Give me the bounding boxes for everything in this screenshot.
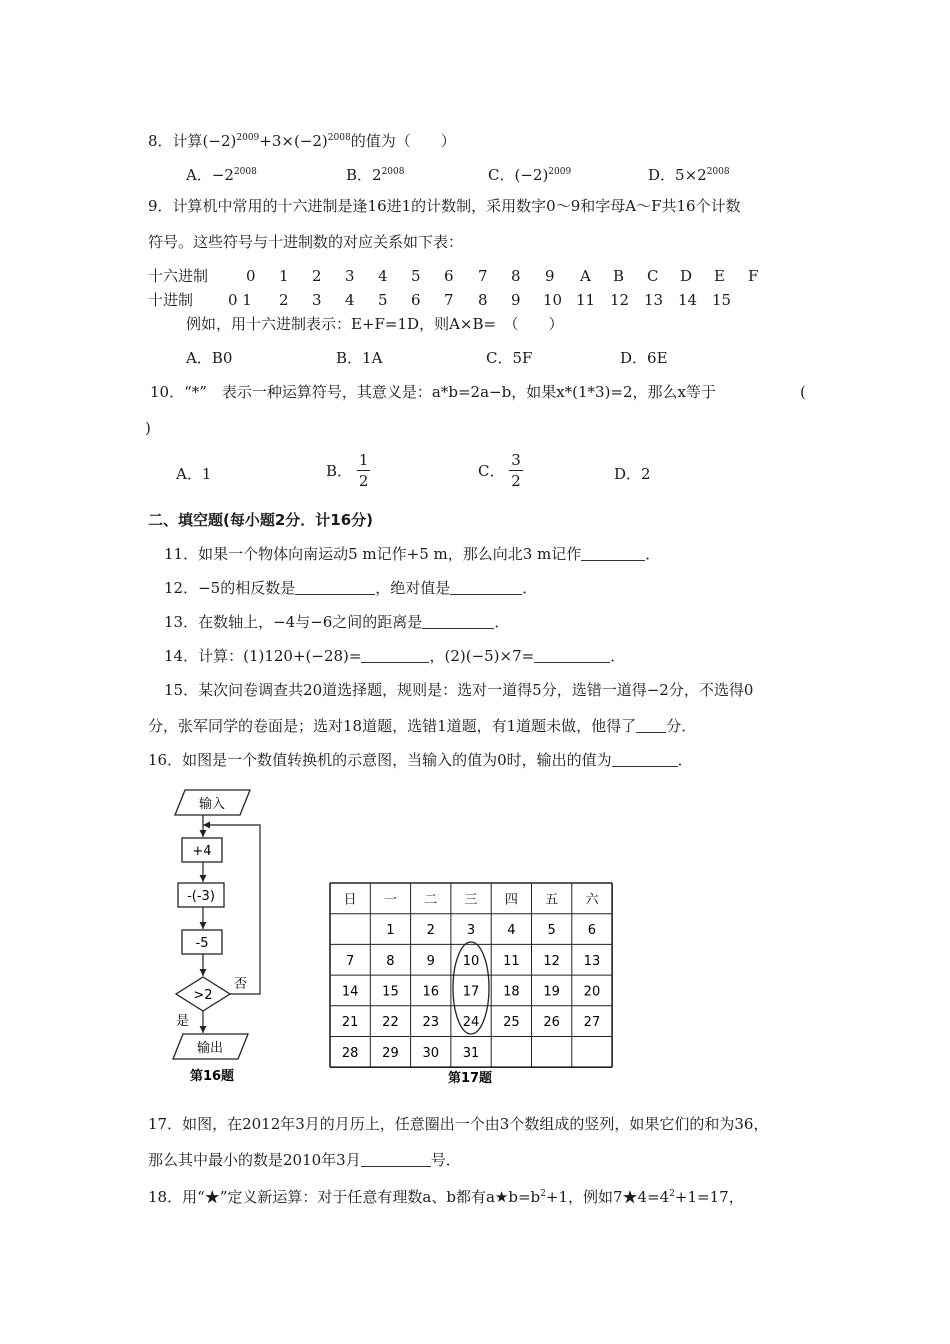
dec-cell: 8 [478, 291, 488, 309]
flow-no-label: 否 [234, 977, 248, 992]
calendar-day-cell: 29 [382, 1045, 399, 1061]
hex-cell: 0 [246, 267, 256, 285]
hex-row-label: 十六进制 [148, 267, 209, 285]
q9-option-b: B．1A [336, 349, 383, 367]
q14: 14．计算：(1)120+(−28)= ，(2)(−5)×7= ． [164, 647, 626, 665]
q9-line1: 9．计算机中常用的十六进制是逢16进1的计数制，采用数字0～9和字母A～F共16个计数 [148, 197, 741, 215]
calendar-day-cell: 15 [382, 984, 399, 1000]
hex-cell: 4 [378, 267, 388, 285]
dec-cell: 10 [543, 291, 563, 309]
dec-cell: 4 [345, 291, 355, 309]
calendar-day-cell: 13 [583, 953, 601, 969]
flow-step-sub-neg3-label: -(-3) [187, 889, 215, 904]
q9-example: 例如，用十六进制表示：E+F=1D，则A×B= （ ） [186, 315, 564, 333]
section-title: 二、填空题(每小题2分．计16分) [148, 511, 374, 529]
q15-line1: 15．某次问卷调查共20道选择题，规则是：选对一道得5分，选错一道得−2分，不选得0 [164, 681, 754, 699]
q10-option-b: B． $\frac{1}{2}$ [326, 451, 369, 490]
flow-step-sub5-label: -5 [195, 936, 209, 951]
calendar-day-cell: 19 [543, 984, 560, 1000]
calendar-day-cell: 4 [507, 923, 516, 939]
calendar-header-cell: 五 [545, 892, 559, 908]
hex-cell: 5 [411, 267, 421, 285]
dec-cell: 6 [411, 291, 421, 309]
calendar-day-cell: 6 [587, 923, 597, 939]
calendar-grid [330, 883, 612, 1067]
dec-cell: 15 [712, 291, 732, 309]
q18: 18．用“★”定义新运算：对于任意有理数a、b都有$a★b=b^2+1$，例如$7★4=4^2+1=17$， [148, 1188, 744, 1206]
hex-cell: 7 [478, 267, 488, 285]
calendar-day-cell: 10 [462, 953, 480, 969]
calendar-day-cell: 18 [503, 984, 520, 1000]
figure17-caption: 第17题 [447, 1071, 493, 1086]
calendar-day-cell: 20 [583, 984, 601, 1000]
flow-decision-label: >2 [193, 988, 213, 1003]
calendar-header-cell: 日 [343, 892, 357, 908]
hex-cell: F [748, 267, 759, 285]
calendar-day-cell: 3 [466, 923, 476, 939]
dec-cell: 5 [378, 291, 388, 309]
calendar-day-cell: 30 [422, 1045, 440, 1061]
q10-option-c: C． $\frac{3}{2}$ [478, 451, 521, 490]
dec-cell: 11 [576, 291, 596, 309]
calendar-day-cell: 21 [341, 1015, 359, 1031]
q10-option-d: D．2 [614, 465, 651, 483]
dec-cell: 7 [444, 291, 454, 309]
dec-cell: 2 [279, 291, 289, 309]
dec-cell: 0 1 [228, 291, 252, 309]
dec-cell: 14 [678, 291, 698, 309]
dec-cell: 13 [644, 291, 664, 309]
q10-paren-open: ( [800, 383, 806, 401]
q16: 16．如图是一个数值转换机的示意图，当输入的值为0时，输出的值为 ． [148, 751, 693, 769]
hex-cell: A [580, 267, 591, 285]
q12: 12．−5的相反数是 ，绝对值是 ． [164, 579, 538, 597]
calendar-day-cell: 2 [426, 923, 435, 939]
q9-option-c: C．5F [486, 349, 533, 367]
q13: 13．在数轴上，−4与−6之间的距离是 ． [164, 613, 510, 631]
dec-cell: 9 [511, 291, 521, 309]
calendar-day-cell: 23 [422, 1015, 440, 1031]
hex-cell: 2 [312, 267, 322, 285]
flow-yes-label: 是 [176, 1014, 190, 1029]
calendar-day-cell: 17 [462, 984, 480, 1000]
calendar-header-cell: 六 [585, 892, 599, 908]
q8-stem: 8．计算$(-2)^{2009}+3\times(-2)^{2008}$的值为（ ） [148, 132, 456, 150]
q15-line2: 分，张军同学的卷面是；选对18道题，选错1道题，有1道题未做，他得了 分． [148, 717, 697, 735]
calendar-day-cell: 31 [462, 1045, 480, 1061]
hex-cell: 9 [545, 267, 555, 285]
calendar-header-cell: 四 [504, 892, 518, 908]
hex-cell: D [680, 267, 693, 285]
calendar-day-cell: 14 [341, 984, 359, 1000]
calendar-header-cell: 一 [383, 892, 397, 908]
q10-option-a: A．1 [176, 465, 212, 483]
q9-option-d: D．6E [620, 349, 668, 367]
flow-step-add4-label: +4 [192, 844, 212, 859]
calendar-text [342, 892, 600, 1061]
q11: 11．如果一个物体向南运动5 m记作+5 m，那么向北3 m记作 ． [164, 545, 661, 563]
answer-blank [361, 1152, 431, 1167]
calendar-day-cell: 11 [503, 953, 520, 969]
calendar-day-cell: 7 [346, 953, 355, 969]
flow-input-label: 输入 [198, 797, 226, 812]
q8-option-b: B．$2^{2008}$ [346, 166, 405, 184]
calendar-day-cell: 16 [422, 984, 440, 1000]
q17-line2: 那么其中最小的数是2010年3月 号． [148, 1151, 461, 1169]
hex-cell: 6 [444, 267, 454, 285]
q17-line1: 17．如图，在2012年3月的月历上，任意圈出一个由3个数组成的竖列，如果它们的和为36， [148, 1115, 769, 1133]
calendar-day-cell: 22 [382, 1015, 399, 1031]
calendar-header-cell: 二 [424, 892, 438, 908]
calendar-day-cell: 28 [341, 1045, 359, 1061]
q8-option-c: C．$(-2)^{2009}$ [488, 166, 572, 184]
calendar-day-cell: 12 [543, 953, 560, 969]
q8-option-a: A．$-2^{2008}$ [186, 166, 257, 184]
hex-cell: B [613, 267, 625, 285]
dec-row-label: 十进制 [148, 291, 194, 309]
q10-line1: 10．“*” 表示一种运算符号，其意义是：a*b=2a−b，如果x*(1*3)=2，那么x等于 [150, 383, 717, 401]
hex-cell: 8 [511, 267, 521, 285]
calendar-day-cell: 1 [386, 923, 395, 939]
calendar-day-cell: 24 [462, 1015, 480, 1031]
fraction-three-halves: $\frac{3}{2}$ [511, 451, 521, 490]
dec-cell: 12 [610, 291, 630, 309]
calendar-day-cell: 5 [547, 923, 556, 939]
flow-output-label: 输出 [196, 1041, 224, 1056]
hex-cell: C [647, 267, 659, 285]
calendar-day-cell: 27 [583, 1015, 601, 1031]
calendar-day-cell: 25 [503, 1015, 520, 1031]
hex-cell: 3 [345, 267, 355, 285]
q9-option-a: A．B0 [186, 349, 233, 367]
calendar-day-cell: 9 [426, 953, 435, 969]
calendar-day-cell: 26 [543, 1015, 560, 1031]
dec-cell: 3 [312, 291, 322, 309]
q9-line2: 符号。这些符号与十进制数的对应关系如下表： [148, 233, 464, 251]
calendar-day-cell: 8 [386, 953, 395, 969]
calendar-header-cell: 三 [464, 892, 478, 908]
hex-cell: 1 [279, 267, 289, 285]
q10-paren-close: ) [145, 419, 151, 437]
hex-cell: E [714, 267, 725, 285]
figure16-caption: 第16题 [189, 1069, 235, 1084]
q8-option-d: D．$5\times 2^{2008}$ [648, 166, 730, 184]
fraction-one-half: $\frac{1}{2}$ [358, 451, 369, 490]
